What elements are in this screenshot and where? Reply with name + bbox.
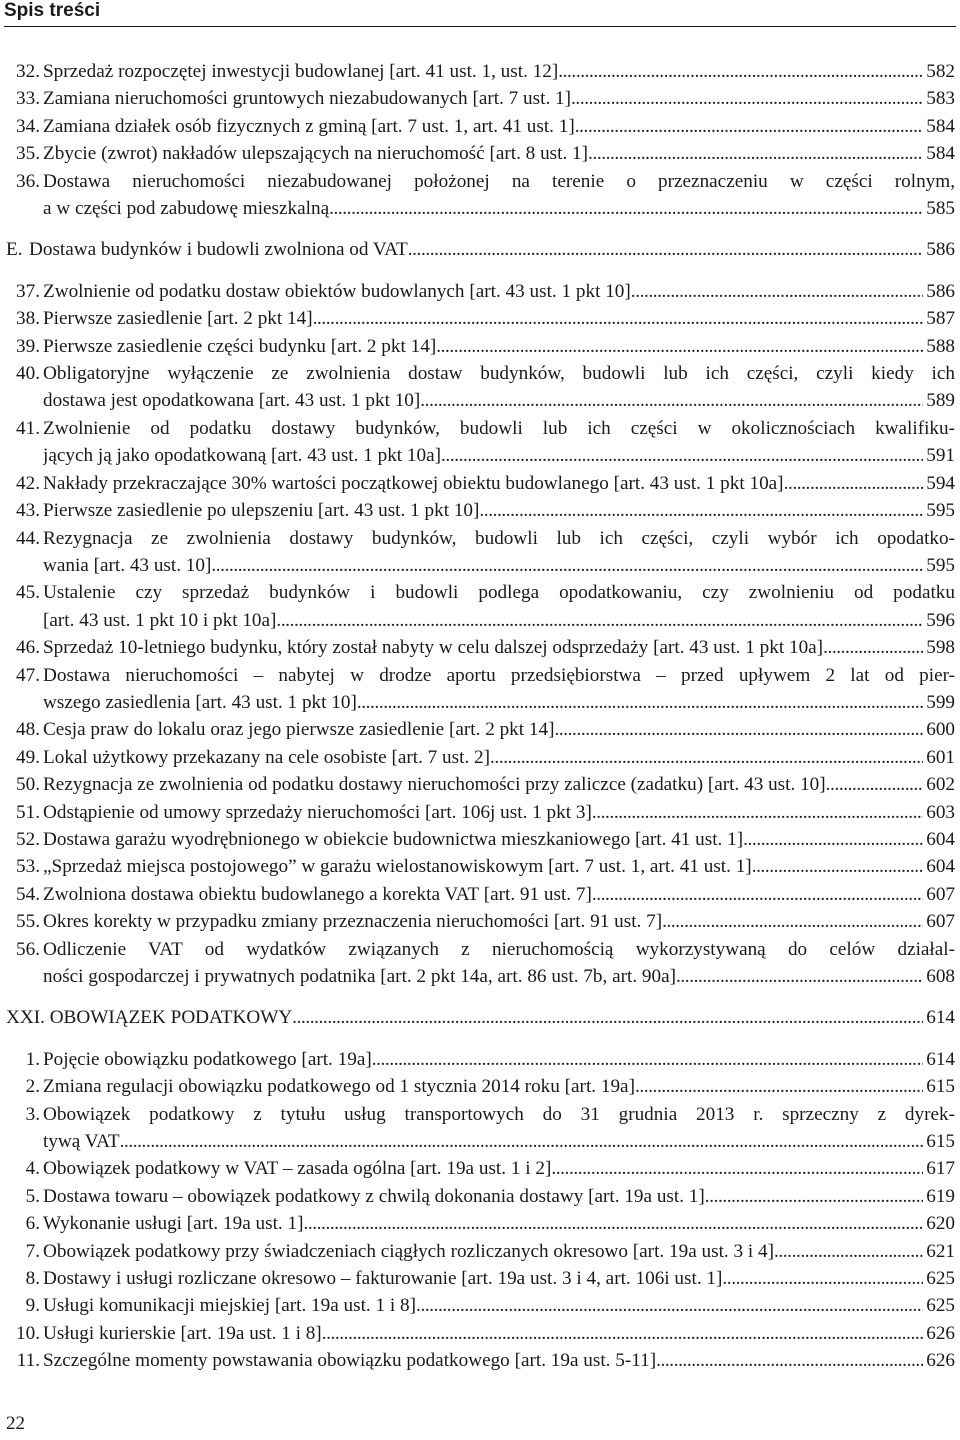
toc-entry-title: Odstąpienie od umowy sprzedaży nieruchomości [art. 106j ust. 1 pkt 3] [43, 801, 592, 823]
toc-entry-page: 600 [926, 719, 955, 741]
toc-entry-title: Wykonanie usługi [art. 19a ust. 1] [43, 1213, 304, 1235]
toc-entry-page: 584 [926, 143, 955, 165]
dot-leader [631, 278, 923, 305]
toc-entry-page: 586 [926, 239, 955, 261]
dot-leader [592, 881, 923, 908]
toc-entry-page: 594 [926, 472, 955, 494]
toc-entry-title: Zmiana regulacji obowiązku podatkowego od 1 stycznia 2014 roku [art. 19a] [43, 1076, 635, 1098]
toc-entry-page: 599 [926, 691, 955, 713]
toc-entry-page: 614 [926, 1007, 955, 1029]
table-of-contents [6, 58, 955, 1375]
toc-entry-number: 56. [16, 938, 40, 960]
toc-entry [6, 1073, 955, 1100]
dot-leader [313, 305, 924, 332]
toc-entry-number: E. [6, 239, 23, 261]
toc-entry-title: Obowiązek podatkowy w VAT – zasada ogólna [art. 19a ust. 1 i 2] [43, 1158, 552, 1180]
toc-entry-number: 39. [16, 335, 40, 357]
dot-leader [120, 1128, 924, 1155]
toc-entry-page: 588 [926, 335, 955, 357]
toc-entry [6, 662, 955, 717]
toc-entry-number: 43. [16, 500, 40, 522]
toc-entry-title: [art. 43 ust. 1 pkt 10 i pkt 10a] [43, 609, 277, 631]
toc-entry-page: 604 [926, 828, 955, 850]
dot-leader [554, 716, 923, 743]
dot-leader [823, 634, 923, 661]
toc-entry-number: 9. [25, 1295, 40, 1317]
toc-entry [6, 58, 955, 85]
toc-entry-page: 586 [926, 280, 955, 302]
toc-entry-title: Obligatoryjne wyłączenie ze zwolnienia dostaw budynków, budowli lub ich części, czyli kiedy ich [43, 363, 955, 385]
toc-entry-page: 602 [926, 774, 955, 796]
toc-entry-title: Szczególne momenty powstawania obowiązku podatkowego [art. 19a ust. 5-11] [43, 1350, 657, 1372]
toc-entry-page: 604 [926, 856, 955, 878]
toc-entry [6, 936, 955, 991]
toc-entry-page: 585 [926, 198, 955, 220]
toc-entry [6, 716, 955, 743]
toc-entry-number: 50. [16, 774, 40, 796]
toc-entry [6, 634, 955, 661]
toc-entry-title: Dostawa towaru – obowiązek podatkowy z chwilą dokonania dostawy [art. 19a ust. 1] [43, 1185, 705, 1207]
toc-entry [6, 85, 955, 112]
toc-entry-number: 55. [16, 911, 40, 933]
toc-entry-page: 582 [926, 61, 955, 82]
toc-entry-title: Pierwsze zasiedlenie części budynku [art. 2 pkt 14] [43, 335, 437, 357]
toc-entry-title: Zamiana nieruchomości gruntowych niezabudowanych [art. 7 ust. 1] [43, 88, 572, 110]
dot-leader [292, 1004, 923, 1031]
toc-entry-title: Obowiązek podatkowy z tytułu usług transportowych do 31 grudnia 2013 r. sprzeczny z dyrek- [43, 1103, 955, 1125]
toc-entry-title: Pierwsze zasiedlenie po ulepszeniu [art. 43 ust. 1 pkt 10] [43, 500, 480, 522]
toc-entry [6, 799, 955, 826]
toc-entry-page: 626 [926, 1322, 955, 1344]
toc-entry-title: Pierwsze zasiedlenie [art. 2 pkt 14] [43, 308, 313, 330]
dot-leader [575, 113, 923, 140]
toc-entry-title: Nakłady przekraczające 30% wartości początkowej obiektu budowlanego [art. 43 ust. 1 pkt 10a] [43, 472, 784, 494]
toc-entry [6, 360, 955, 415]
toc-entry [6, 278, 955, 305]
dot-leader [558, 58, 923, 85]
toc-spacer [6, 1032, 955, 1046]
toc-entry-number: 7. [25, 1240, 40, 1262]
dot-leader [774, 1238, 923, 1265]
dot-leader [705, 1183, 923, 1210]
toc-entry-number: 6. [25, 1213, 40, 1235]
toc-entry-page: 583 [926, 88, 955, 110]
toc-entry-title: Dostawa budynków i budowli zwolniona od VAT [29, 239, 408, 261]
toc-entry-page: 591 [926, 445, 955, 467]
toc-entry-number: 49. [16, 746, 40, 768]
toc-entry [6, 1046, 955, 1073]
toc-entry-page: 615 [926, 1076, 955, 1098]
toc-entry [6, 1265, 955, 1292]
toc-entry-title: Usługi komunikacji miejskiej [art. 19a ust. 1 i 8] [43, 1295, 417, 1317]
dot-leader [752, 853, 924, 880]
toc-entry-title: Rezygnacja ze zwolnienia od podatku dostawy nieruchomości przy zaliczce (zadatku) [art. 43 ust. 10] [43, 774, 826, 796]
toc-entry-number: 2. [25, 1076, 40, 1098]
page-number: 22 [6, 1413, 25, 1434]
toc-entry-title: Dostawy i usługi rozliczane okresowo – fakturowanie [art. 19a ust. 3 i 4, art. 106i ust. 1] [43, 1268, 723, 1290]
toc-entry-title: Zbycie (zwrot) nakładów ulepszających na nieruchomość [art. 8 ust. 1] [43, 143, 589, 165]
toc-entry-page: 619 [926, 1185, 955, 1207]
toc-entry [6, 881, 955, 908]
toc-entry-title: ności gospodarczej i prywatnych podatnika [art. 2 pkt 14a, art. 86 ust. 7b, art. 90a] [43, 966, 677, 987]
toc-entry [6, 333, 955, 360]
toc-entry [6, 1292, 955, 1319]
toc-entry [6, 497, 955, 524]
toc-entry [6, 579, 955, 634]
dot-leader [635, 1073, 923, 1100]
toc-entry [6, 168, 955, 223]
toc-entry-title: Sprzedaż rozpoczętej inwestycji budowlanej [art. 41 ust. 1, ust. 12] [43, 61, 559, 82]
toc-entry [6, 140, 955, 167]
dot-leader [676, 963, 923, 990]
toc-entry-title: Zwolnienie od podatku dostawy budynków, budowli lub ich części w okolicznościach kwalifiku- [43, 417, 955, 439]
toc-entry-page: 598 [926, 637, 955, 659]
toc-entry-title: Okres korekty w przypadku zmiany przeznaczenia nieruchomości [art. 91 ust. 7] [43, 911, 663, 933]
toc-entry [6, 744, 955, 771]
toc-entry-title: wszego zasiedlenia [art. 43 ust. 1 pkt 10] [43, 691, 357, 713]
toc-entry-title: „Sprzedaż miejsca postojowego” w garażu wielostanowiskowym [art. 7 ust. 1, art. 41 ust. 1] [43, 856, 752, 878]
toc-entry-page: 589 [926, 390, 955, 412]
toc-entry-title: Sprzedaż 10-letniego budynku, który został nabyty w celu dalszej odsprzedaży [art. 43 ust. 1 pkt 10a] [43, 637, 824, 659]
toc-entry-number: 51. [16, 801, 40, 823]
running-header [4, 0, 956, 30]
toc-entry-title: Dostawa nieruchomości niezabudowanej położonej na terenie o przeznaczeniu w części rolnym, [43, 170, 955, 192]
dot-leader [592, 799, 923, 826]
toc-entry-number: 1. [25, 1048, 40, 1070]
toc-entry-page: 595 [926, 554, 955, 576]
toc-entry-page: 601 [926, 746, 955, 768]
dot-leader [322, 1320, 924, 1347]
toc-entry-title: Zwolniona dostawa obiektu budowlanego a korekta VAT [art. 91 ust. 7] [43, 883, 592, 905]
toc-entry-number: 37. [16, 280, 40, 302]
toc-entry-page: 595 [926, 500, 955, 522]
toc-entry-page: 596 [926, 609, 955, 631]
dot-leader [551, 1155, 923, 1182]
toc-entry [6, 908, 955, 935]
toc-entry-title: Zwolnienie od podatku dostaw obiektów budowlanych [art. 43 ust. 1 pkt 10] [43, 280, 631, 302]
toc-entry-number: 4. [25, 1158, 40, 1180]
header-rule [4, 26, 956, 27]
toc-entry [6, 853, 955, 880]
toc-entry-title: Usługi kurierskie [art. 19a ust. 1 i 8] [43, 1322, 322, 1344]
dot-leader [211, 552, 923, 579]
toc-entry-page: 626 [926, 1350, 955, 1372]
toc-spacer [6, 222, 955, 236]
dot-leader [441, 442, 923, 469]
dot-leader [722, 1265, 923, 1292]
toc-entry-page: 603 [926, 801, 955, 823]
toc-entry-title: Ustalenie czy sprzedaż budynków i budowli podlega opodatkowaniu, czy zwolnieniu od podatku [43, 582, 955, 604]
toc-entry-number: 52. [16, 828, 40, 850]
toc-entry [6, 1210, 955, 1237]
toc-section [6, 236, 955, 263]
dot-leader [420, 387, 923, 414]
toc-entry-page: 617 [926, 1158, 955, 1180]
toc-entry-title: jących ją jako opodatkowaną [art. 43 ust. 1 pkt 10a] [43, 445, 442, 467]
dot-leader [588, 140, 923, 167]
toc-entry [6, 1238, 955, 1265]
toc-entry-number: 41. [16, 417, 40, 439]
dot-leader [784, 470, 924, 497]
toc-entry-number: 11. [16, 1350, 40, 1372]
dot-leader [372, 1046, 923, 1073]
toc-entry [6, 1347, 955, 1374]
toc-entry-page: 608 [926, 966, 955, 987]
toc-entry-number: 33. [16, 88, 40, 110]
toc-entry-title: Obowiązek podatkowy przy świadczeniach ciągłych rozliczanych okresowo [art. 19a ust. 3 i 4] [43, 1240, 774, 1262]
dot-leader [408, 236, 923, 263]
toc-entry-title: XXI. OBOWIĄZEK PODATKOWY [6, 1007, 293, 1029]
toc-entry [6, 771, 955, 798]
toc-entry [6, 1155, 955, 1182]
toc-entry-number: 3. [25, 1103, 40, 1125]
toc-entry-title: dostawa jest opodatkowana [art. 43 ust. 1 pkt 10] [43, 390, 421, 412]
toc-entry-number: 10. [16, 1322, 40, 1344]
toc-entry [6, 113, 955, 140]
toc-chapter [6, 1004, 955, 1031]
toc-entry-number: 32. [16, 61, 40, 82]
toc-entry-number: 48. [16, 719, 40, 741]
toc-entry-page: 587 [926, 308, 955, 330]
toc-entry-page: 584 [926, 115, 955, 137]
dot-leader [416, 1292, 923, 1319]
toc-entry-title: Pojęcie obowiązku podatkowego [art. 19a] [43, 1048, 372, 1070]
toc-entry-page: 625 [926, 1295, 955, 1317]
dot-leader [329, 195, 923, 222]
dot-leader [490, 744, 923, 771]
toc-entry [6, 1183, 955, 1210]
toc-entry-number: 47. [16, 664, 40, 686]
toc-entry [6, 826, 955, 853]
toc-entry-number: 38. [16, 308, 40, 330]
toc-spacer [6, 990, 955, 1004]
dot-leader [656, 1347, 923, 1374]
dot-leader [436, 333, 923, 360]
toc-entry-number: 34. [16, 115, 40, 137]
toc-entry-page: 620 [926, 1213, 955, 1235]
toc-entry-page: 607 [926, 911, 955, 933]
toc-entry-title: Lokal użytkowy przekazany na cele osobiste [art. 7 ust. 2] [43, 746, 491, 768]
toc-entry-title: wania [art. 43 ust. 10] [43, 554, 212, 576]
dot-leader [571, 85, 923, 112]
dot-leader [826, 771, 924, 798]
toc-entry-title: Dostawa garażu wyodrębnionego w obiekcie budownictwa mieszkaniowego [art. 41 ust. 1] [43, 828, 744, 850]
dot-leader [357, 689, 923, 716]
toc-entry-title: Rezygnacja ze zwolnienia dostawy budynków, budowli lub ich części, czyli wybór ich opodatko- [43, 527, 955, 549]
toc-entry-number: 53. [16, 856, 40, 878]
toc-entry-number: 36. [16, 170, 40, 192]
dot-leader [743, 826, 923, 853]
toc-entry-title: Odliczenie VAT od wydatków związanych z nieruchomością wykorzystywaną do celów działal- [43, 938, 955, 960]
toc-entry-number: 44. [16, 527, 40, 549]
toc-entry [6, 1320, 955, 1347]
toc-entry-title: Zamiana działek osób fizycznych z gminą [art. 7 ust. 1, art. 41 ust. 1] [43, 115, 575, 137]
toc-entry-number: 5. [25, 1185, 40, 1207]
toc-entry-page: 625 [926, 1268, 955, 1290]
toc-entry [6, 305, 955, 332]
toc-entry-title: tywą VAT [43, 1131, 120, 1153]
toc-entry-page: 621 [926, 1240, 955, 1262]
toc-entry-title: Dostawa nieruchomości – nabytej w drodze aportu przedsiębiorstwa – przed upływem 2 lat od pier- [43, 664, 955, 686]
toc-entry-title: Cesja praw do lokalu oraz jego pierwsze zasiedlenie [art. 2 pkt 14] [43, 719, 555, 741]
dot-leader [662, 908, 923, 935]
dot-leader [479, 497, 923, 524]
toc-entry-title: a w części pod zabudowę mieszkalną [43, 198, 330, 220]
toc-entry-page: 614 [926, 1048, 955, 1070]
toc-entry-number: 46. [16, 637, 40, 659]
toc-spacer [6, 264, 955, 278]
toc-entry [6, 525, 955, 580]
toc-entry-page: 607 [926, 883, 955, 905]
dot-leader [303, 1210, 923, 1237]
toc-entry [6, 415, 955, 470]
dot-leader [276, 607, 923, 634]
toc-entry-number: 54. [16, 883, 40, 905]
toc-entry-number: 40. [16, 363, 40, 385]
running-header-title: Spis treści [4, 0, 101, 21]
toc-entry-number: 45. [16, 582, 40, 604]
toc-entry-page: 615 [926, 1131, 955, 1153]
toc-entry-number: 42. [16, 472, 40, 494]
toc-entry-number: 35. [16, 143, 40, 165]
toc-entry-number: 8. [25, 1268, 40, 1290]
toc-entry [6, 1101, 955, 1156]
toc-entry [6, 470, 955, 497]
